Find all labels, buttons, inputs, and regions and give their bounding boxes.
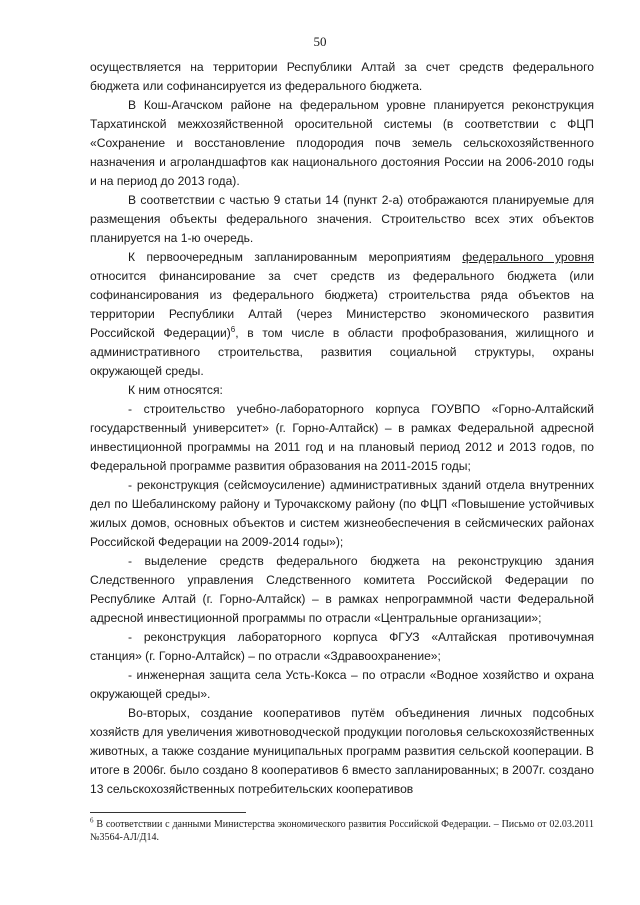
footnote-mark: 6	[90, 816, 94, 825]
footnote-divider	[90, 812, 246, 813]
paragraph-4	[90, 248, 594, 381]
paragraph-3: В соответствии с частью 9 статьи 14 (пункт 2-а) отображаются планируемые для размещения объекты федерального значения. Строительство всех этих объектов планируется на 1-ю очередь.	[90, 193, 594, 245]
footnote-reference: 6	[230, 324, 236, 334]
paragraph-1: осуществляется на территории Республики Алтай за счет средств федерального бюджета или софинансируется из федерального бюджета.	[90, 60, 594, 93]
list-item: - выделение средств федерального бюджета на реконструкцию здания Следственного управления Следственного комитета Российской Федерации по Республике Алтай (г. Горно-Алтайск) – в рамках непрограммной части Федеральной адресной инвестиционной программы по отрасли «Центральные организации»;	[90, 554, 594, 625]
footnote-text: В соответствии с данными Министерства экономического развития Российской Федерации. – Письмо от 02.03.2011 №3564-АЛ/Д14.	[90, 819, 594, 843]
paragraph-4-start: К первоочередным запланированным мероприятиям	[128, 250, 463, 264]
list-item: - реконструкция лабораторного корпуса ФГУЗ «Алтайская противочумная станция» (г. Горно-Алтайск) – по отрасли «Здравоохранение»;	[90, 630, 594, 663]
closing-paragraph: Во-вторых, создание кооперативов путём объединения личных подсобных хозяйств для увеличения животноводческой продукции поголовья сельскохозяйственных животных, а также создание муниципальных программ развития сельской кооперации. В итоге в 2006г. было создано 8 кооперативов 6 вместо запланированных; в 2007г. создано 13 сельскохозяйственных потребительских кооперативов	[90, 706, 594, 796]
body-text	[90, 58, 594, 799]
page-number: 50	[313, 34, 327, 49]
paragraph-4-tail: , в том числе в области профобразования, жилищного и административного строительства, развития социальной структуры, охраны окружающей среды.	[90, 326, 594, 378]
list-item: - инженерная защита села Усть-Кокса – по отрасли «Водное хозяйство и охрана окружающей среды».	[90, 668, 594, 701]
paragraph-2: В Кош-Агачском районе на федеральном уровне планируется реконструкция Тархатинской межхозяйственной оросительной системы (в соответствии с ФЦП «Сохранение и восстановление плодородия почв земель сельскохозяйственного назначения и агроландшафтов как национального достояния России на 2006-2010 годы и на период до 2013 года).	[90, 98, 594, 188]
list-item: - строительство учебно-лабораторного корпуса ГОУВПО «Горно-Алтайский государственный университет» (г. Горно-Алтайск) – в рамках Федеральной адресной инвестиционной программы на 2011 год и на плановый период 2012 и 2013 годов, по Федеральной программе развития образования на 2011-2015 годы;	[90, 402, 594, 473]
federal-level-underlined: федерального уровня	[462, 250, 595, 264]
list-item: - реконструкция (сейсмоусиление) административных зданий отдела внутренних дел по Шебалинскому району и Турочакскому району (по ФЦП «Повышение устойчивых жилых домов, основных объектов и систем жизнеобеспечения в сейсмических районах Российской Федерации на 2009-2014 годы»);	[90, 478, 594, 549]
paragraph-4-body: относится финансирование за счет средств из федерального бюджета (или софинансирования из федерального бюджета) строительства ряда объектов на территории Республики Алтай (через Министерство экономического развития Российской Федерации)	[90, 269, 594, 340]
footnote	[90, 818, 594, 844]
list-intro: К ним относятся:	[128, 383, 223, 397]
